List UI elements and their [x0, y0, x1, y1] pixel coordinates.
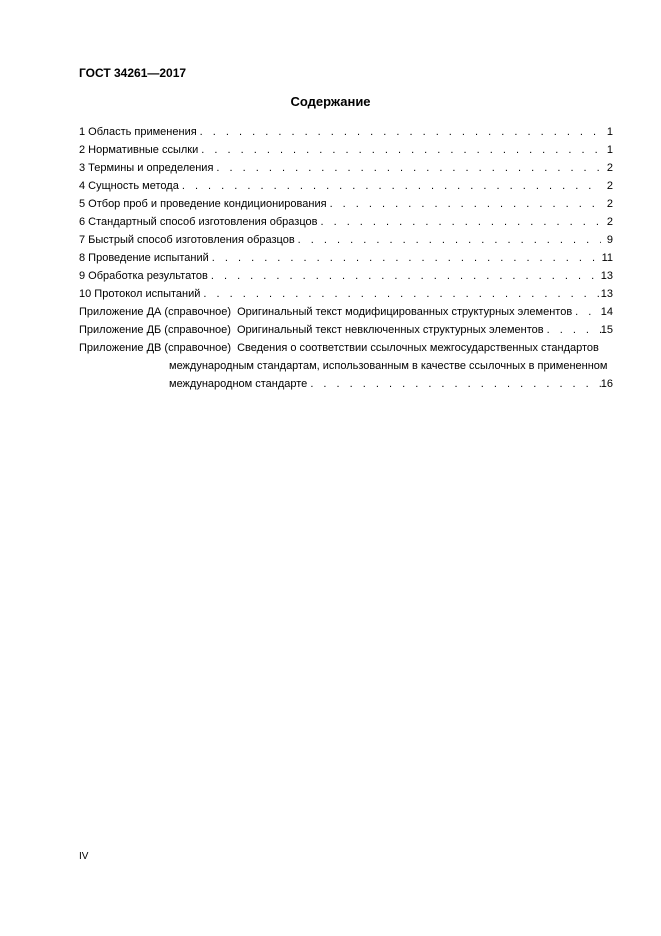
toc-entry-label: 1 Область применения — [79, 126, 197, 138]
toc-entry-page: 15 — [600, 324, 613, 336]
table-of-contents — [79, 123, 613, 393]
toc-entry-page: 13 — [600, 288, 613, 300]
toc-appendix-entry[interactable] — [79, 339, 613, 393]
toc-entry-page: 14 — [600, 306, 613, 318]
toc-entry[interactable] — [79, 141, 613, 159]
toc-entry-label: 9 Обработка результатов — [79, 270, 208, 282]
leader-dots — [208, 267, 601, 285]
page-number: IV — [79, 851, 89, 862]
appendix-title-line: международном стандарте — [169, 378, 308, 390]
toc-entry-page: 2 — [606, 162, 613, 174]
toc-entry[interactable] — [79, 231, 613, 249]
document-code: ГОСТ 34261—2017 — [79, 66, 187, 80]
toc-entry-page: 1 — [606, 144, 613, 156]
appendix-prefix: Приложение ДВ (справочное) — [79, 342, 232, 354]
toc-entry-page: 16 — [600, 378, 613, 390]
toc-entry[interactable] — [79, 285, 613, 303]
toc-entry[interactable] — [79, 177, 613, 195]
appendix-title: Оригинальный текст невключенных структурных элементов — [236, 324, 544, 336]
toc-entry-page: 13 — [600, 270, 613, 282]
leader-dots — [295, 231, 601, 249]
leader-dots — [198, 141, 601, 159]
appendix-title: Оригинальный текст модифицированных структурных элементов — [237, 306, 573, 318]
toc-entry-page: 2 — [606, 216, 613, 228]
toc-entry-label: 3 Термины и определения — [79, 162, 214, 174]
toc-entry[interactable] — [79, 195, 613, 213]
toc-entry-page: 9 — [606, 234, 613, 246]
toc-title: Содержание — [290, 94, 371, 109]
toc-appendix-entry[interactable] — [79, 321, 613, 339]
leader-dots — [213, 159, 601, 177]
leader-dots — [307, 375, 600, 393]
appendix-title-line: международным стандартам, использованным в качестве ссылочных в примененном — [169, 360, 608, 372]
toc-entry-label: 8 Проведение испытаний — [79, 252, 209, 264]
toc-entry-label: 6 Стандартный способ изготовления образцов — [79, 216, 318, 228]
toc-entry-page: 2 — [606, 198, 613, 210]
toc-entry[interactable] — [79, 159, 613, 177]
toc-entry[interactable] — [79, 123, 613, 141]
toc-entry-page: 1 — [606, 126, 613, 138]
appendix-prefix: Приложение ДБ (справочное) — [79, 324, 231, 336]
leader-dots — [197, 123, 601, 141]
toc-entry-label: 2 Нормативные ссылки — [79, 144, 199, 156]
toc-entry[interactable] — [79, 267, 613, 285]
leader-dots — [179, 177, 601, 195]
toc-entry[interactable] — [79, 213, 613, 231]
toc-entry-page: 11 — [601, 252, 613, 264]
leader-dots — [544, 321, 601, 339]
leader-dots — [572, 303, 601, 321]
toc-entry-label: 10 Протокол испытаний — [79, 288, 201, 300]
toc-entry-label: 4 Сущность метода — [79, 180, 179, 192]
toc-appendix-entry[interactable] — [79, 303, 613, 321]
leader-dots — [200, 285, 600, 303]
toc-entry-label: 7 Быстрый способ изготовления образцов — [79, 234, 295, 246]
appendix-title-line: Сведения о соответствии ссылочных межгосударственных стандартов — [237, 342, 599, 354]
toc-entry-label: 5 Отбор проб и проведение кондиционирования — [79, 198, 327, 210]
toc-entry-page: 2 — [606, 180, 613, 192]
toc-entry[interactable] — [79, 249, 613, 267]
appendix-prefix: Приложение ДА (справочное) — [79, 306, 232, 318]
leader-dots — [327, 195, 601, 213]
leader-dots — [317, 213, 601, 231]
leader-dots — [209, 249, 601, 267]
